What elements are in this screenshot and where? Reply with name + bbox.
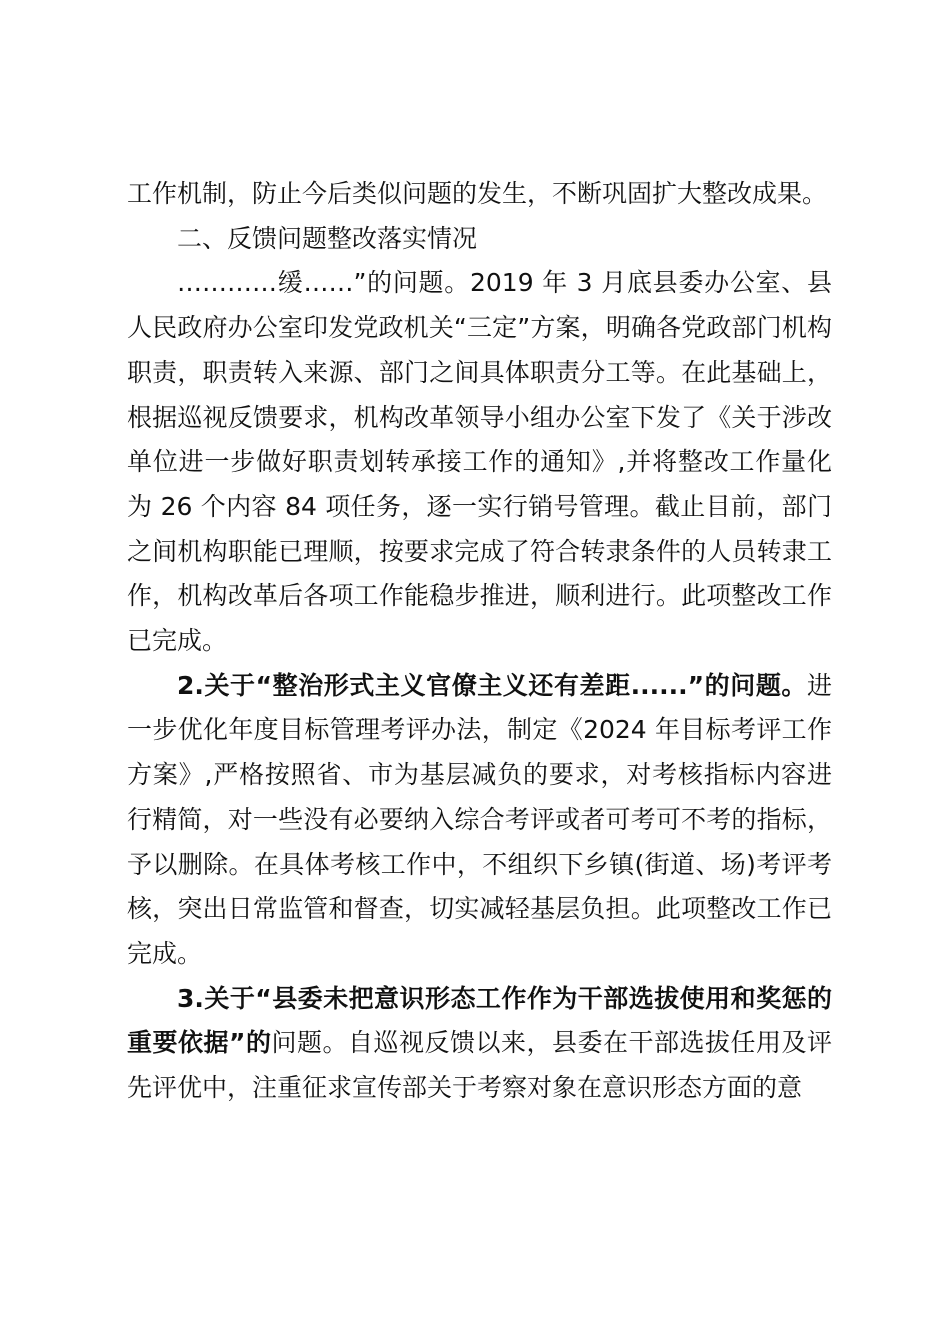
section-heading-text: 二、反馈问题整改落实情况 xyxy=(177,223,478,253)
paragraph-text: 问题。自巡视反馈以来，县委在干部选拔任用及评先评优中，注重征求宣传部关于考察对象在意识形态方面的意 xyxy=(127,1028,832,1103)
paragraph-item-3 xyxy=(127,977,832,1111)
paragraph-text: 进一步优化年度目标管理考评办法，制定《2024 年目标考评工作方案》,严格按照省、市为基层减负的要求，对考核指标内容进行精简，对一些没有必要纳入综合考评或者可考可不考的指标，予以删除。在具体考核工作中，不组织下乡镇(街道、场)考评考核，突出日常监管和督查，切实减轻基层负担。此项整改工作已完成。 xyxy=(127,670,832,968)
paragraph-item-1 xyxy=(127,261,832,663)
document-body xyxy=(127,172,832,1111)
paragraph-text: …………缓……”的问题。2019 年 3 月底县委办公室、县人民政府办公室印发党政机关“三定”方案，明确各党政部门机构职责，职责转入来源、部门之间具体职责分工等。在此基础上，根据巡视反馈要求，机构改革领导小组办公室下发了《关于涉改单位进一步做好职责划转承接工作的通知》,并将整改工作量化为 26 个内容 84 项任务，逐一实行销号管理。截止目前，部门之间机构职能已理顺，按要求完成了符合转隶条件的人员转隶工作，机构改革后各项工作能稳步推进，顺利进行。此项整改工作已完成。 xyxy=(127,268,832,656)
paragraph-item-2 xyxy=(127,664,832,977)
section-heading xyxy=(127,217,832,262)
item-lead-bold: 2.关于“整治形式主义官僚主义还有差距......”的问题。 xyxy=(177,670,807,700)
paragraph-continuation xyxy=(127,172,832,217)
item-lead-bold: 3.关于“县委未把意识形态工作作为干部选拔使用和奖惩的重要依据”的 xyxy=(127,983,832,1058)
paragraph-text: 工作机制，防止今后类似问题的发生，不断巩固扩大整改成果。 xyxy=(127,179,828,208)
